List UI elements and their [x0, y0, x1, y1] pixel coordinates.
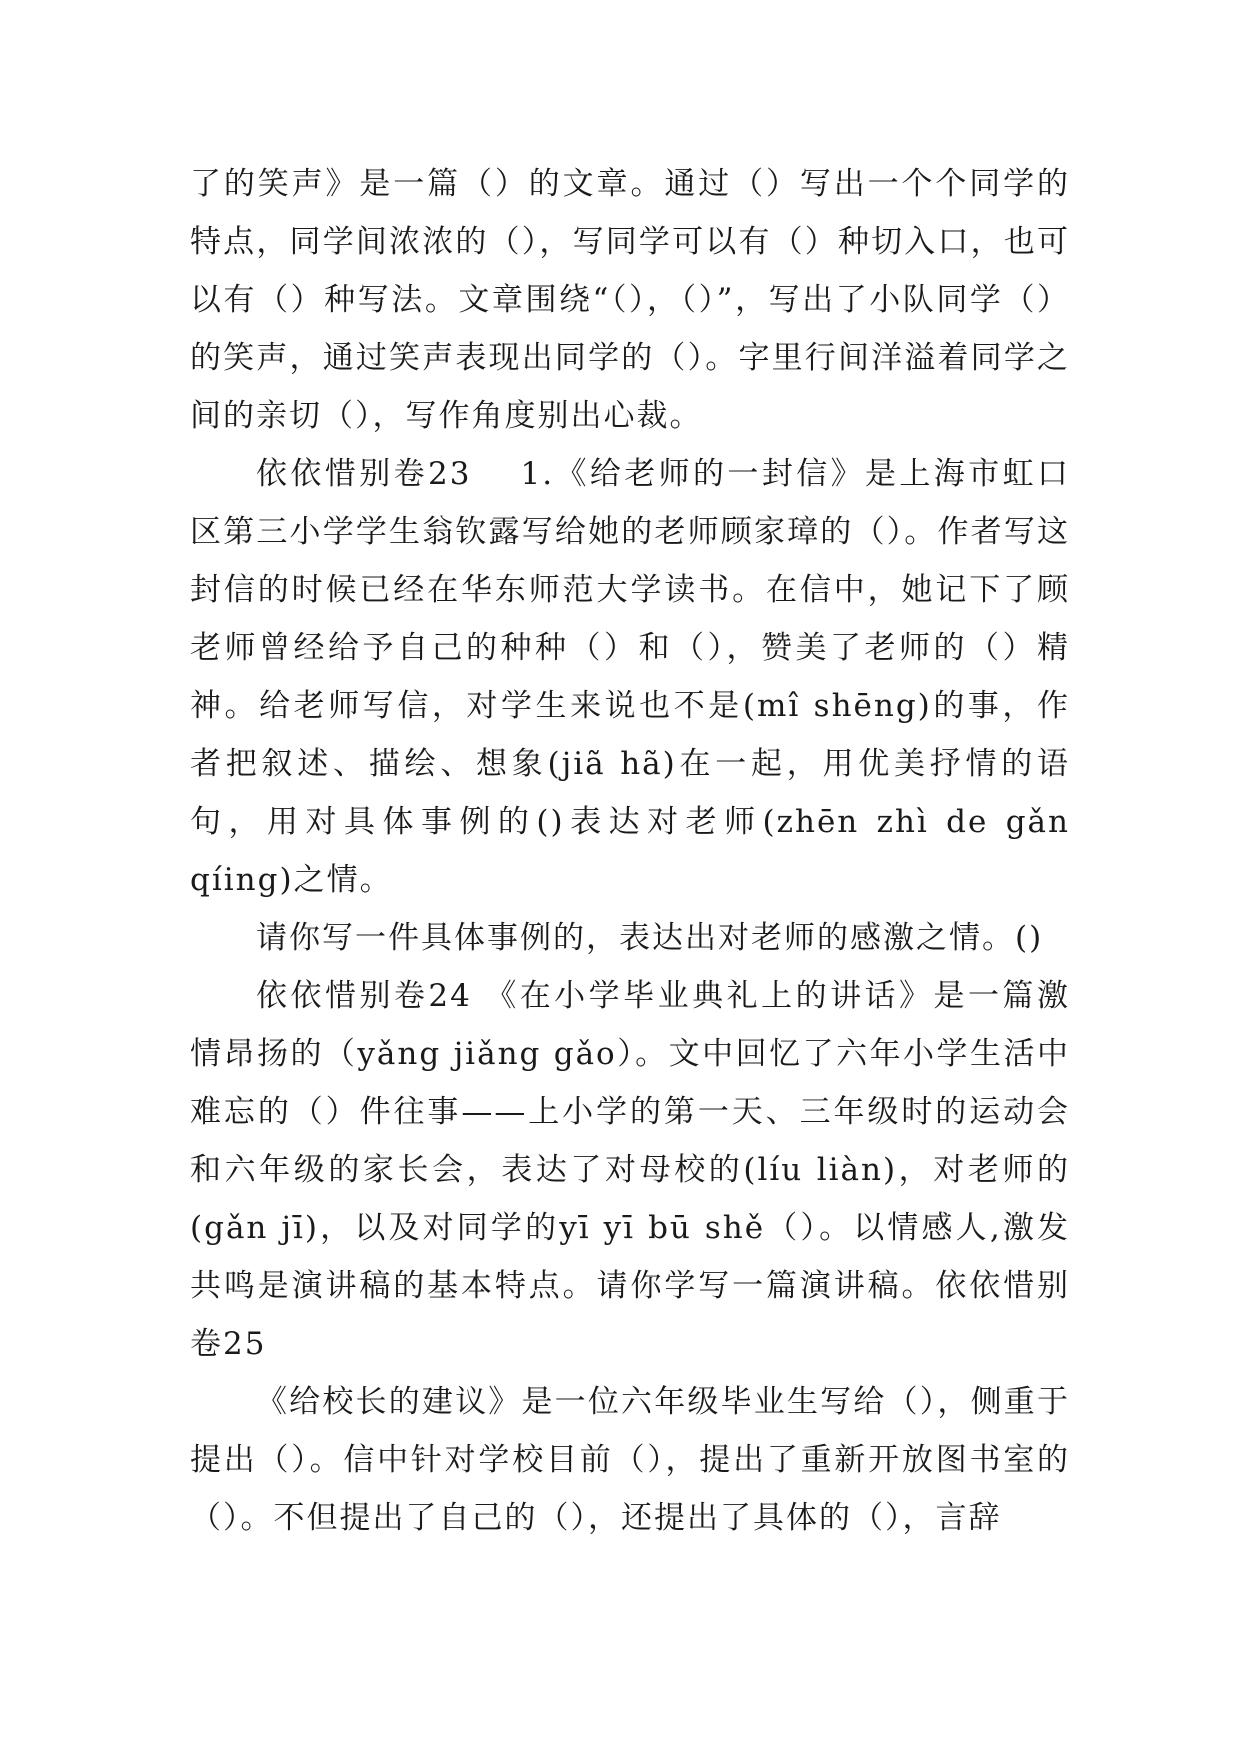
document-body [190, 155, 1070, 1547]
paragraph-suggestion-to-principal: 《给校长的建议》是一位六年级毕业生写给（），侧重于提出（）。信中针对学校目前（），提出了重新开放图书室的（）。不但提出了自己的（），还提出了具体的（），言辞 [190, 1384, 1070, 1536]
paragraph-letter-to-teacher: 依依惜别卷23 1.《给老师的一封信》是上海市虹口区第三小学学生翁钦露写给她的老师顾家璋的（）。作者写这封信的时候已经在华东师范大学读书。在信中，她记下了顾老师曾经给予自己的种种（）和（），赞美了老师的（）精神。给老师写信，对学生来说也不是(mî shēng)的事，作者把叙述、描绘、想象(jiã hã)在一起，用优美抒情的语句，用对具体事例的()表达对老师(zhēn zhì de gǎn qíing)之情。 [190, 456, 1070, 898]
paragraph-laughter-article: 了的笑声》是一篇（）的文章。通过（）写出一个个同学的特点，同学间浓浓的（），写同学可以有（）种切入口，也可以有（）种写法。文章围绕“（），（）”，写出了小队同学（）的笑声，通过笑声表现出同学的（）。字里行间洋溢着同学之间的亲切（），写作角度别出心裁。 [190, 166, 1070, 434]
paragraph-writing-prompt: 请你写一件具体事例的，表达出对老师的感激之情。() [256, 920, 1044, 956]
paragraph-graduation-speech: 依依惜别卷24 《在小学毕业典礼上的讲话》是一篇激情昂扬的（yǎng jiǎng gǎo）。文中回忆了六年小学生活中难忘的（）件往事——上小学的第一天、三年级时的运动会和六年级的家长会，表达了对母校的(líu liàn)，对老师的(gǎn jī)，以及对同学的yī yī bū shě（）。以情感人,激发共鸣是演讲稿的基本特点。请你学写一篇演讲稿。依依惜别卷25 [190, 978, 1070, 1362]
